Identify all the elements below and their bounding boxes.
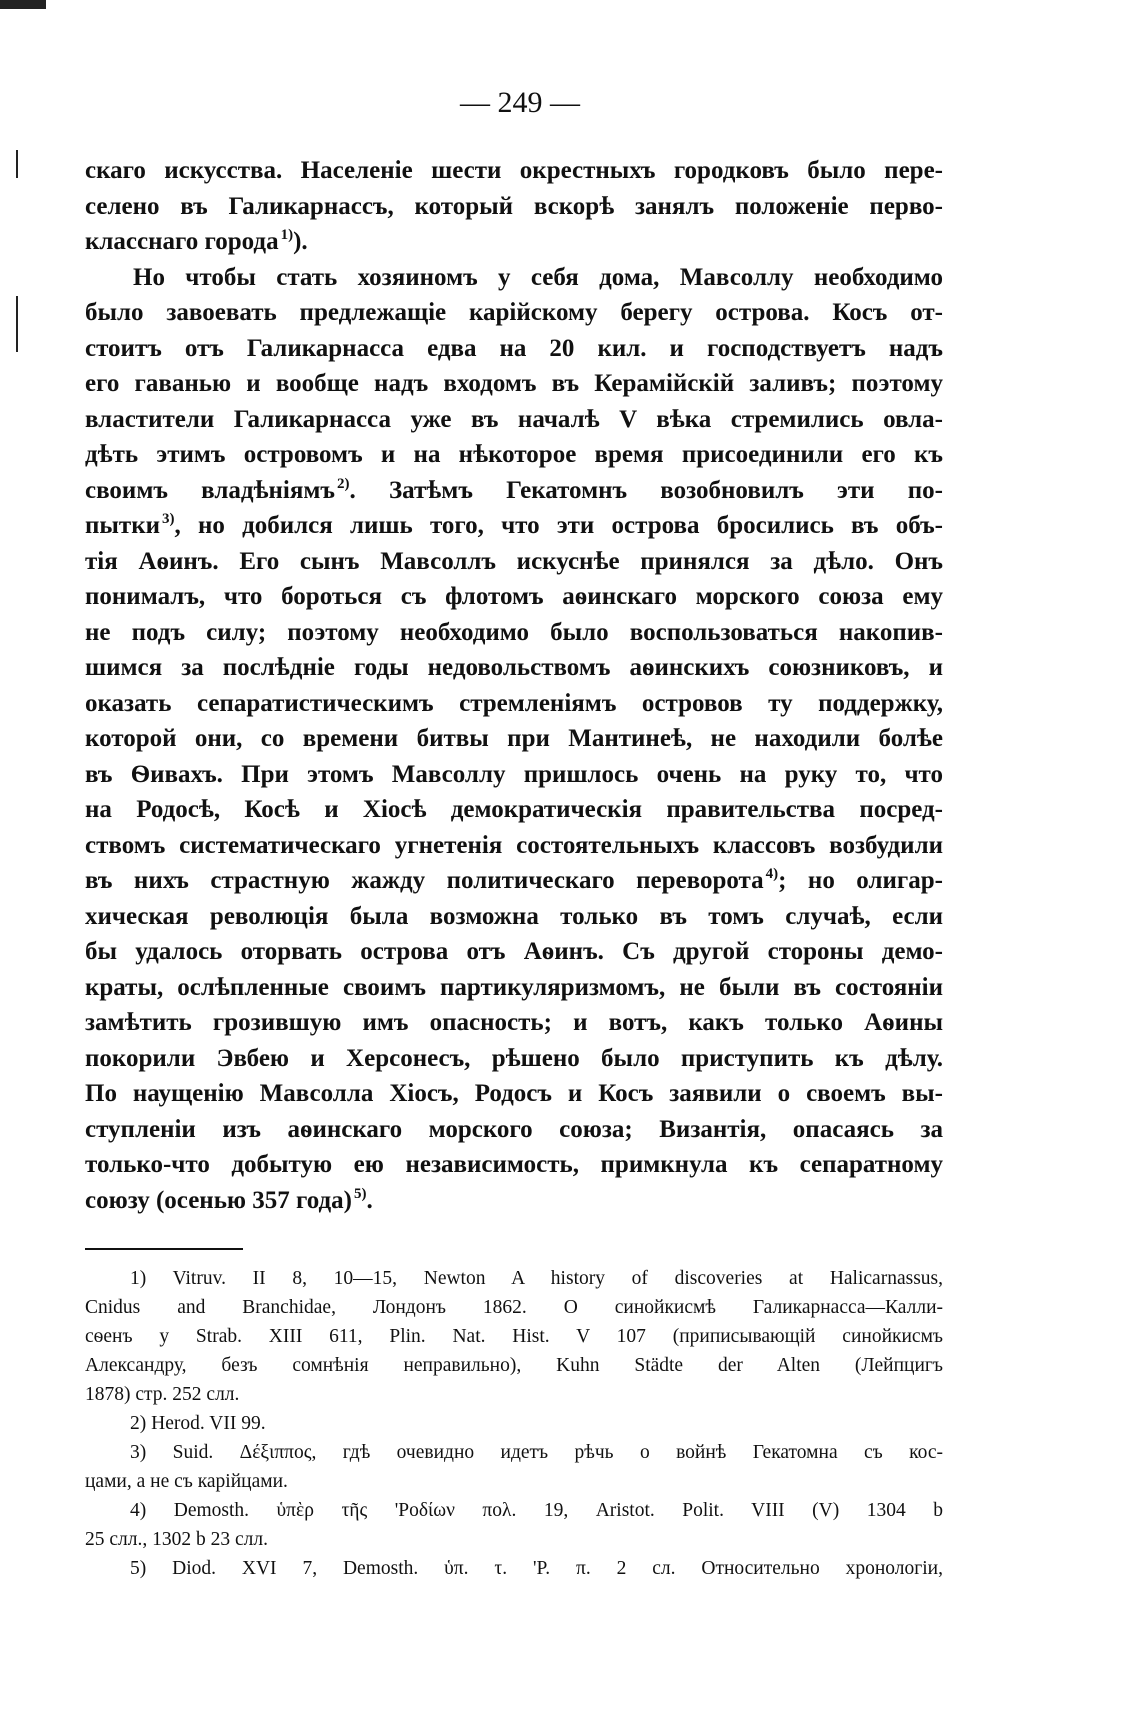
text-line: оказать сепаратистическимъ стремленіямъ островов ту поддержку, xyxy=(85,689,943,717)
footnote-ref: 3) xyxy=(162,511,175,527)
text-line: своимъ владѣніямъ $^{2)}$. Затѣмъ Гекатомнъ возобновилъ эти по- xyxy=(85,475,943,504)
main-text xyxy=(85,153,943,1218)
text-line: властители Галикарнасса уже въ началѣ V вѣка стремились овла- xyxy=(85,405,943,433)
text-line: ступленіи изъ аѳинскаго морского союза; Византія, опасаясь за xyxy=(85,1115,943,1143)
footnote-line: сѳенъ у Strab. XIII 611, Plin. Nat. Hist. V 107 (приписывающій синойкисмъ xyxy=(85,1326,943,1347)
text-line: скаго искусства. Населеніе шести окрестныхъ городковъ было пере- xyxy=(85,157,943,184)
footnote-line: 1878) стр. 252 слл. xyxy=(85,1384,240,1405)
text-line: въ Ѳивахъ. При этомъ Мавсоллу пришлось очень на руку то, что xyxy=(85,760,943,788)
text-line: селено въ Галикарнассъ, который вскорѣ занялъ положеніе перво- xyxy=(85,192,943,220)
text-line: союзу (осенью 357 года) $^{5)}$. xyxy=(85,1185,373,1214)
footnote-line: 2) Herod. VII 99. xyxy=(130,1413,266,1434)
scan-margin-tick-top xyxy=(16,150,18,178)
text-line: бы удалось оторвать острова отъ Аѳинъ. Съ другой стороны демо- xyxy=(85,938,943,965)
text-line: тія Аѳинъ. Его сынъ Мавсоллъ искуснѣе принялся за дѣло. Онъ xyxy=(85,547,943,575)
footnote-line: 4) Demosth. ὑπὲρ τῆς 'Ροδίων πολ. 19, Aristot. Polit. VIII (V) 1304 b xyxy=(130,1500,943,1521)
footnote-line: Александру, безъ сомнѣнія неправильно), Kuhn Städte der Alten (Лейпцигъ xyxy=(85,1355,943,1376)
footnote-line: цами, а не съ карійцами. xyxy=(85,1471,288,1492)
text-line: въ нихъ страстную жажду политическаго переворота $^{4)}$; но олигар- xyxy=(85,866,943,894)
footnote-line: 3) Suid. Δέξιππος, гдѣ очевидно идетъ рѣчь о войнѣ Гекатомна съ кос- xyxy=(130,1442,943,1463)
text-line: стоитъ отъ Галикарнасса едва на 20 кил. и господствуетъ надъ xyxy=(85,334,943,362)
text-line: замѣтить грозившую имъ опасность; и вотъ, какъ только Аѳины xyxy=(85,1009,943,1036)
text-line: покорили Эвбею и Херсонесъ, рѣшено было приступить къ дѣлу. xyxy=(85,1044,943,1072)
text-line: краты, ослѣпленные своимъ партикуляризмомъ, не были въ состояніи xyxy=(85,973,943,1001)
text-line: Но чтобы стать хозяиномъ у себя дома, Мавсоллу необходимо xyxy=(133,263,943,291)
text-line: его гаванью и вообще надъ входомъ въ Керамійскій заливъ; поэтому xyxy=(85,370,943,397)
text-line: хическая революція была возможна только въ томъ случаѣ, если xyxy=(85,902,943,930)
text-line: класснаго города $^{1)}$). xyxy=(85,227,308,255)
footnote-line: 1) Vitruv. II 8, 10—15, Newton A history of discoveries at Halicarnassus, xyxy=(130,1268,943,1289)
footnote-line: 5) Diod. XVI 7, Demosth. ὑπ. τ. 'Ρ. π. 2 сл. Относительно хронологіи, xyxy=(130,1558,943,1579)
page-number: — 249 — xyxy=(460,86,580,119)
footnote-line: Cnidus and Branchidae, Лондонъ 1862. О синойкисмѣ Галикарнасса—Калли- xyxy=(85,1297,943,1318)
footnote-line: 25 слл., 1302 b 23 слл. xyxy=(85,1529,268,1550)
text-line: По наущенію Мавсолла Хіосъ, Родосъ и Косъ заявили о своемъ вы- xyxy=(85,1080,943,1107)
footnote-ref: 5) xyxy=(354,1185,367,1202)
text-line: на Родосѣ, Косѣ и Хіосѣ демократическія правительства посред- xyxy=(85,796,943,823)
text-line: только-что добытую ею независимость, примкнула къ сепаратному xyxy=(85,1151,943,1178)
text-line: было завоевать предлежащіе карійскому берегу острова. Косъ от- xyxy=(85,299,943,326)
text-line: не подъ силу; поэтому необходимо было воспользоваться накопив- xyxy=(85,618,943,646)
scan-margin-tick-bottom xyxy=(16,296,18,352)
text-line: ствомъ систематическаго угнетенія состоятельныхъ классовъ возбудили xyxy=(85,831,943,859)
footnote-ref: 1) xyxy=(280,227,294,243)
text-line: шимся за послѣдніе годы недовольствомъ аѳинскихъ союзниковъ, и xyxy=(85,654,943,681)
footnotes xyxy=(85,1264,943,1583)
footnote-ref: 4) xyxy=(765,866,779,882)
footnote-separator xyxy=(85,1248,243,1250)
text-line: дѣть этимъ островомъ и на нѣкоторое время присоединили его къ xyxy=(85,441,943,468)
text-line: которой они, со времени битвы при Мантинеѣ, не находили болѣе xyxy=(85,725,943,752)
scan-corner-mark xyxy=(0,0,46,9)
text-line: пытки $^{3)}$, но добился лишь того, что эти острова бросились въ объ- xyxy=(85,511,943,539)
footnote-ref: 2) xyxy=(336,475,350,492)
text-line: понималъ, что бороться съ флотомъ аѳинскаго морского союза ему xyxy=(85,583,943,610)
